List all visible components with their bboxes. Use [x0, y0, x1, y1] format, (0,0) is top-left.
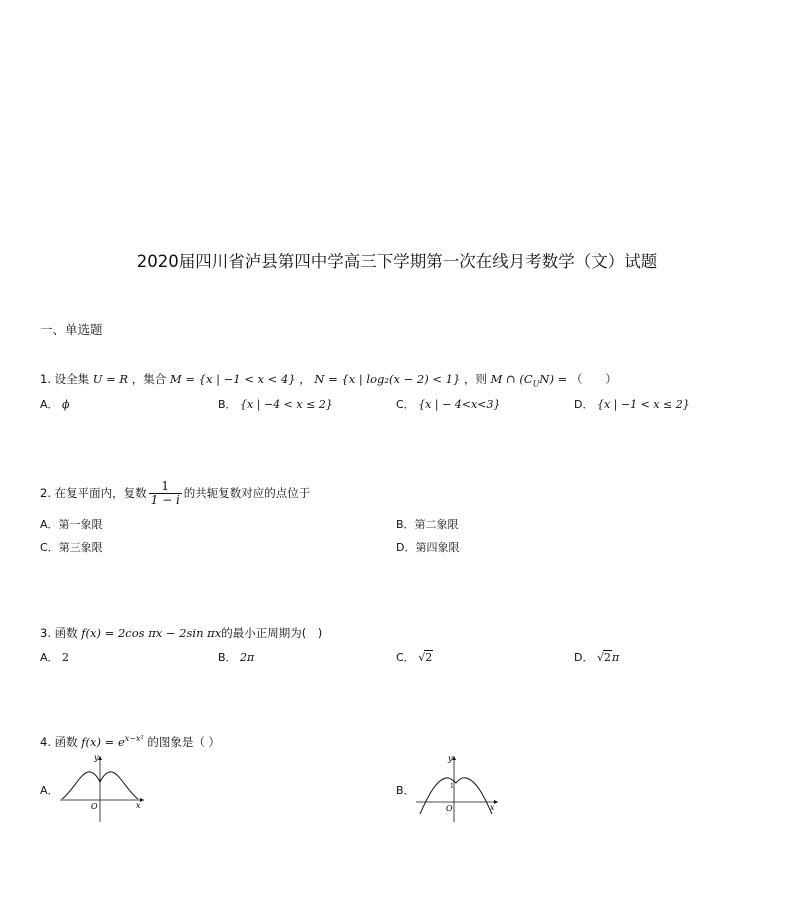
q1-option-c: C． {x | − 4<x<3}	[396, 398, 501, 411]
q4-option-b-graph	[414, 752, 504, 824]
q4-option-a-graph	[58, 752, 148, 824]
question-1-stem	[40, 371, 617, 388]
q1-option-b: B． {x | −4 < x ≤ 2}	[218, 398, 333, 411]
origin-label: O	[91, 802, 98, 811]
x-arrow-icon	[494, 800, 498, 804]
q4-option-a-label: A．	[40, 784, 59, 797]
curve-b	[420, 778, 492, 814]
origin-label: O	[446, 804, 453, 813]
q1-option-d: D． {x | −1 < x ≤ 2}	[574, 398, 690, 411]
y-arrow-icon	[98, 756, 102, 760]
q3-suffix: 的最小正周期为( )	[221, 626, 323, 640]
question-3-stem	[40, 625, 322, 641]
q1-text: ，	[299, 372, 311, 386]
question-4-stem	[40, 734, 220, 750]
q2-fraction: $\frac{1}{1 - i}$	[150, 479, 180, 507]
q1-prefix: 1. 设全集	[40, 372, 90, 386]
q1-answer-blank: （ ）	[570, 372, 617, 386]
y-arrow-icon	[452, 756, 456, 760]
q4-option-b-label: B．	[396, 784, 415, 797]
q2-option-d: D．第四象限	[396, 541, 460, 554]
tick-label-one: 1	[450, 783, 454, 790]
q2-option-c: C．第三象限	[40, 541, 103, 554]
q2-prefix: 2. 在复平面内，复数	[40, 486, 147, 500]
q3-option-b: B． 2π	[218, 651, 255, 664]
q3-option-c: C． √2	[396, 651, 433, 664]
q1-set-n: N = {x | log₂(x − 2) < 1}	[314, 372, 461, 386]
x-arrow-icon	[140, 798, 144, 802]
q1-option-a: A． ϕ	[40, 398, 70, 411]
q1-set-m: M = {x | −1 < x < 4}	[169, 372, 296, 386]
y-axis-label: y	[448, 754, 453, 763]
q4-prefix: 4. 函数	[40, 735, 78, 749]
q2-option-a: A．第一象限	[40, 518, 103, 531]
q1-text: ，则	[463, 372, 487, 386]
section-heading: 一、单选题	[40, 322, 103, 337]
question-2-stem	[40, 480, 310, 507]
q3-option-d: D． √2π	[574, 651, 620, 664]
q3-option-a: A． 2	[40, 651, 70, 664]
x-axis-label: x	[136, 801, 141, 810]
page-title: 2020届四川省泸县第四中学高三下学期第一次在线月考数学（文）试题	[136, 252, 658, 271]
q4-expression: $f(x) = e^{x-x^2}$	[81, 734, 144, 749]
q3-expression: f(x) = 2cos πx − 2sin πx	[81, 626, 222, 640]
y-axis-label: y	[94, 753, 99, 762]
q1-expression: M ∩ $(C_UN)$ =	[490, 372, 568, 389]
q3-prefix: 3. 函数	[40, 626, 78, 640]
q4-suffix: 的图象是（ ）	[147, 735, 221, 749]
q1-text: ，集合	[131, 372, 167, 386]
q2-option-b: B．第二象限	[396, 518, 459, 531]
x-axis-label: x	[490, 803, 495, 812]
q2-suffix: 的共轭复数对应的点位于	[183, 486, 311, 500]
q1-universal-set: U = R	[92, 372, 129, 386]
